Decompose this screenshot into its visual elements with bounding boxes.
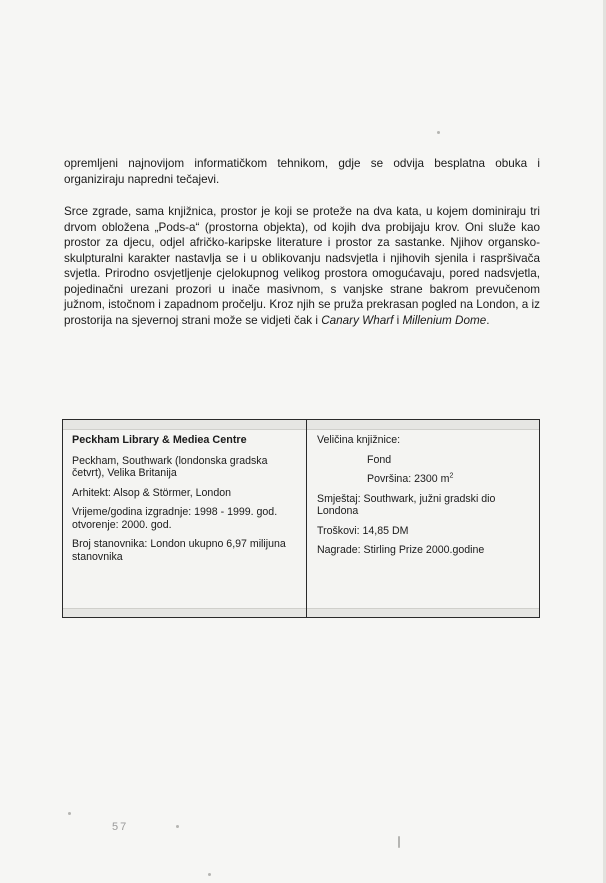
paragraph-2-end: . (486, 313, 490, 327)
library-fond: Fond (367, 453, 392, 466)
info-right-column (317, 434, 527, 564)
scan-speck (176, 825, 179, 828)
page-number: 57 (112, 821, 129, 833)
info-left-column (72, 434, 292, 570)
library-area (317, 473, 527, 486)
library-built: Vrijeme/godina izgradnje: 1998 - 1999. god. (72, 506, 278, 518)
library-area-text: Površina: 2300 m (367, 473, 450, 485)
library-cost: Troškovi: 14,85 DM (317, 524, 409, 537)
box-bottom-band (63, 608, 539, 617)
scan-speck (437, 131, 440, 134)
library-area-sup: 2 (449, 472, 454, 480)
library-size-label: Veličina knjižnice: (317, 434, 401, 446)
library-population: Broj stanovnika: London ukupno 6,97 milijuna stanovnika (72, 538, 286, 563)
paragraph-2-connector: i (393, 313, 403, 327)
scan-speck (208, 873, 211, 876)
library-award: Nagrade: Stirling Prize 2000.godine (317, 544, 485, 556)
library-opened: otvorenje: 2000. god. (72, 518, 172, 531)
library-location: Peckham, Southwark (londonska gradska četvrt), Velika Britanija (72, 454, 268, 479)
millenium-dome-name: Millenium Dome (402, 313, 487, 327)
box-top-band (63, 420, 539, 430)
library-placement: Smještaj: Southwark, južni gradski dio Londona (317, 492, 496, 517)
box-column-divider (306, 420, 307, 617)
scan-speck (68, 812, 71, 815)
paragraph-2-text: Srce zgrade, sama knjižnica, prostor je koji se proteže na dva kata, u kojem dominiraju tri drvom obložena „Pods-a“ (prostorna objekta), od kojih dva probijaju krov. Oni služe kao prostor za djecu, odjel afričko-karipske literature i prostor za sastanke. Njihov organsko-skulpturalni karakter nastavlja se i u oblikovanju nadsvjetla i njihovih sjenila i raspršivača svjetla. Prirodno osvjetljenje cjelokupnog velikog prostora omogućavaju, pored nadsvjetla, pojedinačni urezani prozori u inače masivnom, s vanjske strane bakrom prevučenom južnom, istočnom i zapadnom pročelju. Kroz njih se pruža prekrasan pogled na London, a iz prostorija na sjevernoj strani može se vidjeti čak i (64, 205, 540, 327)
body-paragraph-2 (64, 204, 540, 328)
library-info-box (62, 419, 540, 618)
scan-speck (398, 836, 400, 848)
library-title: Peckham Library & Mediea Centre (72, 434, 247, 446)
body-paragraph-1: opremljeni najnovijom informatičkom tehnikom, gdje se odvija besplatna obuka i organiziraju napredni tečajevi. (64, 157, 540, 186)
library-architect: Arhitekt: Alsop & Störmer, London (72, 486, 231, 499)
canary-wharf-name: Canary Wharf (321, 313, 394, 327)
